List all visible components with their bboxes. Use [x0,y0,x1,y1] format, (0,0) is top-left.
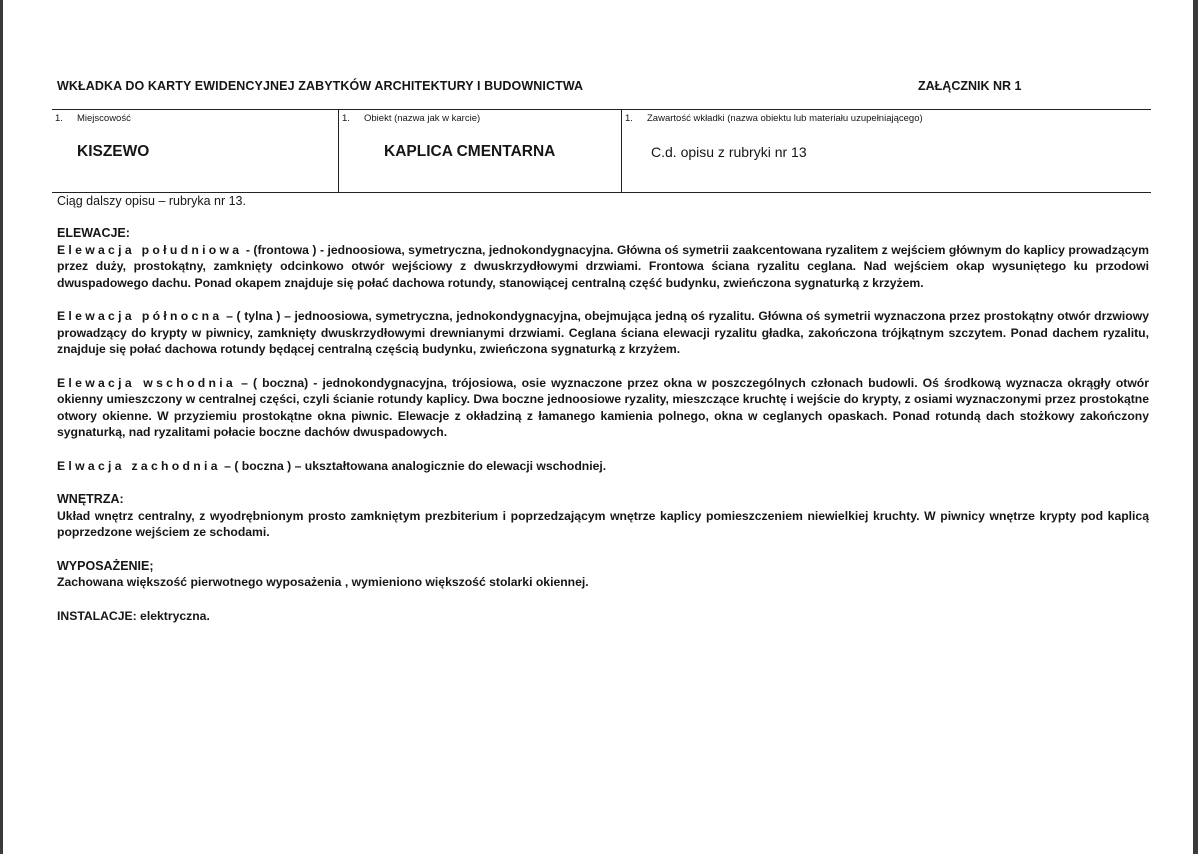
scan-edge-left [0,0,3,854]
west-elevation-paragraph [57,458,1149,475]
furnishings-heading: WYPOSAŻENIE; [57,558,154,573]
interiors-text: Układ wnętrz centralny, z wyodrębnionym prosto zamkniętym prezbiterium i poprzedzającym wnętrze kaplicy pomieszczeniem niewielkiej kruchty. W piwnicy wnętrze krypty pod kaplicą poprzedzone wejściem ze schodami. [57,508,1149,539]
locality-cell [52,110,338,192]
annex-label: ZAŁĄCZNIK NR 1 [918,79,1022,93]
north-elevation-text: – ( tylna ) – jednoosiowa, symetryczna, jednokondygnacyjna, obejmująca jedną oś ryzalitu. Główna oś symetrii wyznaczona przez prostokątny otwór drzwiowy prowadzący do krypty w piwnicy, zamknięty dwuskrzydłowymi drewnianymi drzwiami. Ceglana ściana elewacji ryzalitu gładka, zakończona trójkątnym szczytem. Ponad dachem ryzalitu, znajduje się połać dachowa rotundy będącej centralną częścią budynku, zwieńczona sygnaturką z krzyżem. [57,309,1149,356]
insert-content-label [625,113,923,124]
object-value: KAPLICA CMENTARNA [384,143,556,160]
west-elevation-lead: Elwacja zachodnia [57,458,221,473]
locality-number: 1. [55,113,63,124]
locality-label-text: Miejscowość [77,113,131,124]
elevations-heading: ELEWACJE: [57,226,130,240]
object-cell [338,110,622,192]
document-title: WKŁADKA DO KARTY EWIDENCYJNEJ ZABYTKÓW ARCHITEKTURY I BUDOWNICTWA [57,79,584,93]
form-header-table [52,109,1151,193]
locality-label [55,113,131,124]
south-elevation-lead: Elewacja południowa [57,242,243,257]
object-label-text: Obiekt (nazwa jak w karcie) [364,113,481,124]
locality-value: KISZEWO [77,143,150,160]
insert-content-value: C.d. opisu z rubryki nr 13 [651,144,807,160]
interiors-heading: WNĘTRZA: [57,492,124,506]
insert-content-label-text: Zawartość wkładki (nazwa obiektu lub materiału uzupełniającego) [647,113,923,124]
south-elevation-paragraph [57,242,1149,292]
insert-content-number: 1. [625,113,633,124]
east-elevation-paragraph [57,375,1149,441]
west-elevation-text: – ( boczna ) – ukształtowana analogicznie do elewacji wschodniej. [220,458,607,473]
object-label [342,113,480,124]
scan-edge-right [1193,0,1198,854]
insert-content-cell [621,110,1152,192]
continuation-note: Ciąg dalszy opisu – rubryka nr 13. [57,194,246,208]
description-body [57,225,1149,624]
furnishings-text: Zachowana większość pierwotnego wyposażenia , wymieniono większość stolarki okiennej. [57,575,589,589]
north-elevation-lead: Elewacja północna [57,309,223,323]
south-elevation-text: - (frontowa ) - jednoosiowa, symetryczna, jednokondygnacyjna. Główna oś symetrii zaakcentowana ryzalitem z wejściem głównym do kaplicy prowadzącym przez duży, prostokątny, zamknięty odcinkowo otwór wejściowy z dwuskrzydłowymi drzwiami. Frontowa ściana ryzalitu ceglana. Nad wejściem okap wysuniętego ku przodowi dwuspadowego dachu. Ponad okapem znajduje się połać dachowa rotundy, stanowiącej centralną część budynku, zwieńczona sygnaturką z krzyżem. [57,242,1150,290]
object-number: 1. [342,113,350,124]
north-elevation-paragraph [57,308,1149,358]
installations-text: INSTALACJE: elektryczna. [57,608,210,623]
east-elevation-text: – ( boczna) - jednokondygnacyjna, trójosiowa, osie wyznaczone przez okna w poszczególnych członach budowli. Oś środkową wyznacza okrągły otwór okienny umieszczony w centralnej części, czyli ścianie rotundy kaplicy. Dwa boczne jednoosiowe ryzality, mieszczące kruchtę i wejście do krypty, z osiami wyznaczonymi przez prostokątne otwory okienne. W przyziemiu prostokątne okna piwnic. Elewacje z okładziną z łamanego kamienia polnego, okna w ceglanych opaskach. Ponad rotundą dach stożkowy zakończony sygnaturką, nad ryzalitami połacie boczne dachów dwuspadowych. [57,375,1149,439]
east-elevation-lead: Elewacja wschodnia [57,375,236,390]
